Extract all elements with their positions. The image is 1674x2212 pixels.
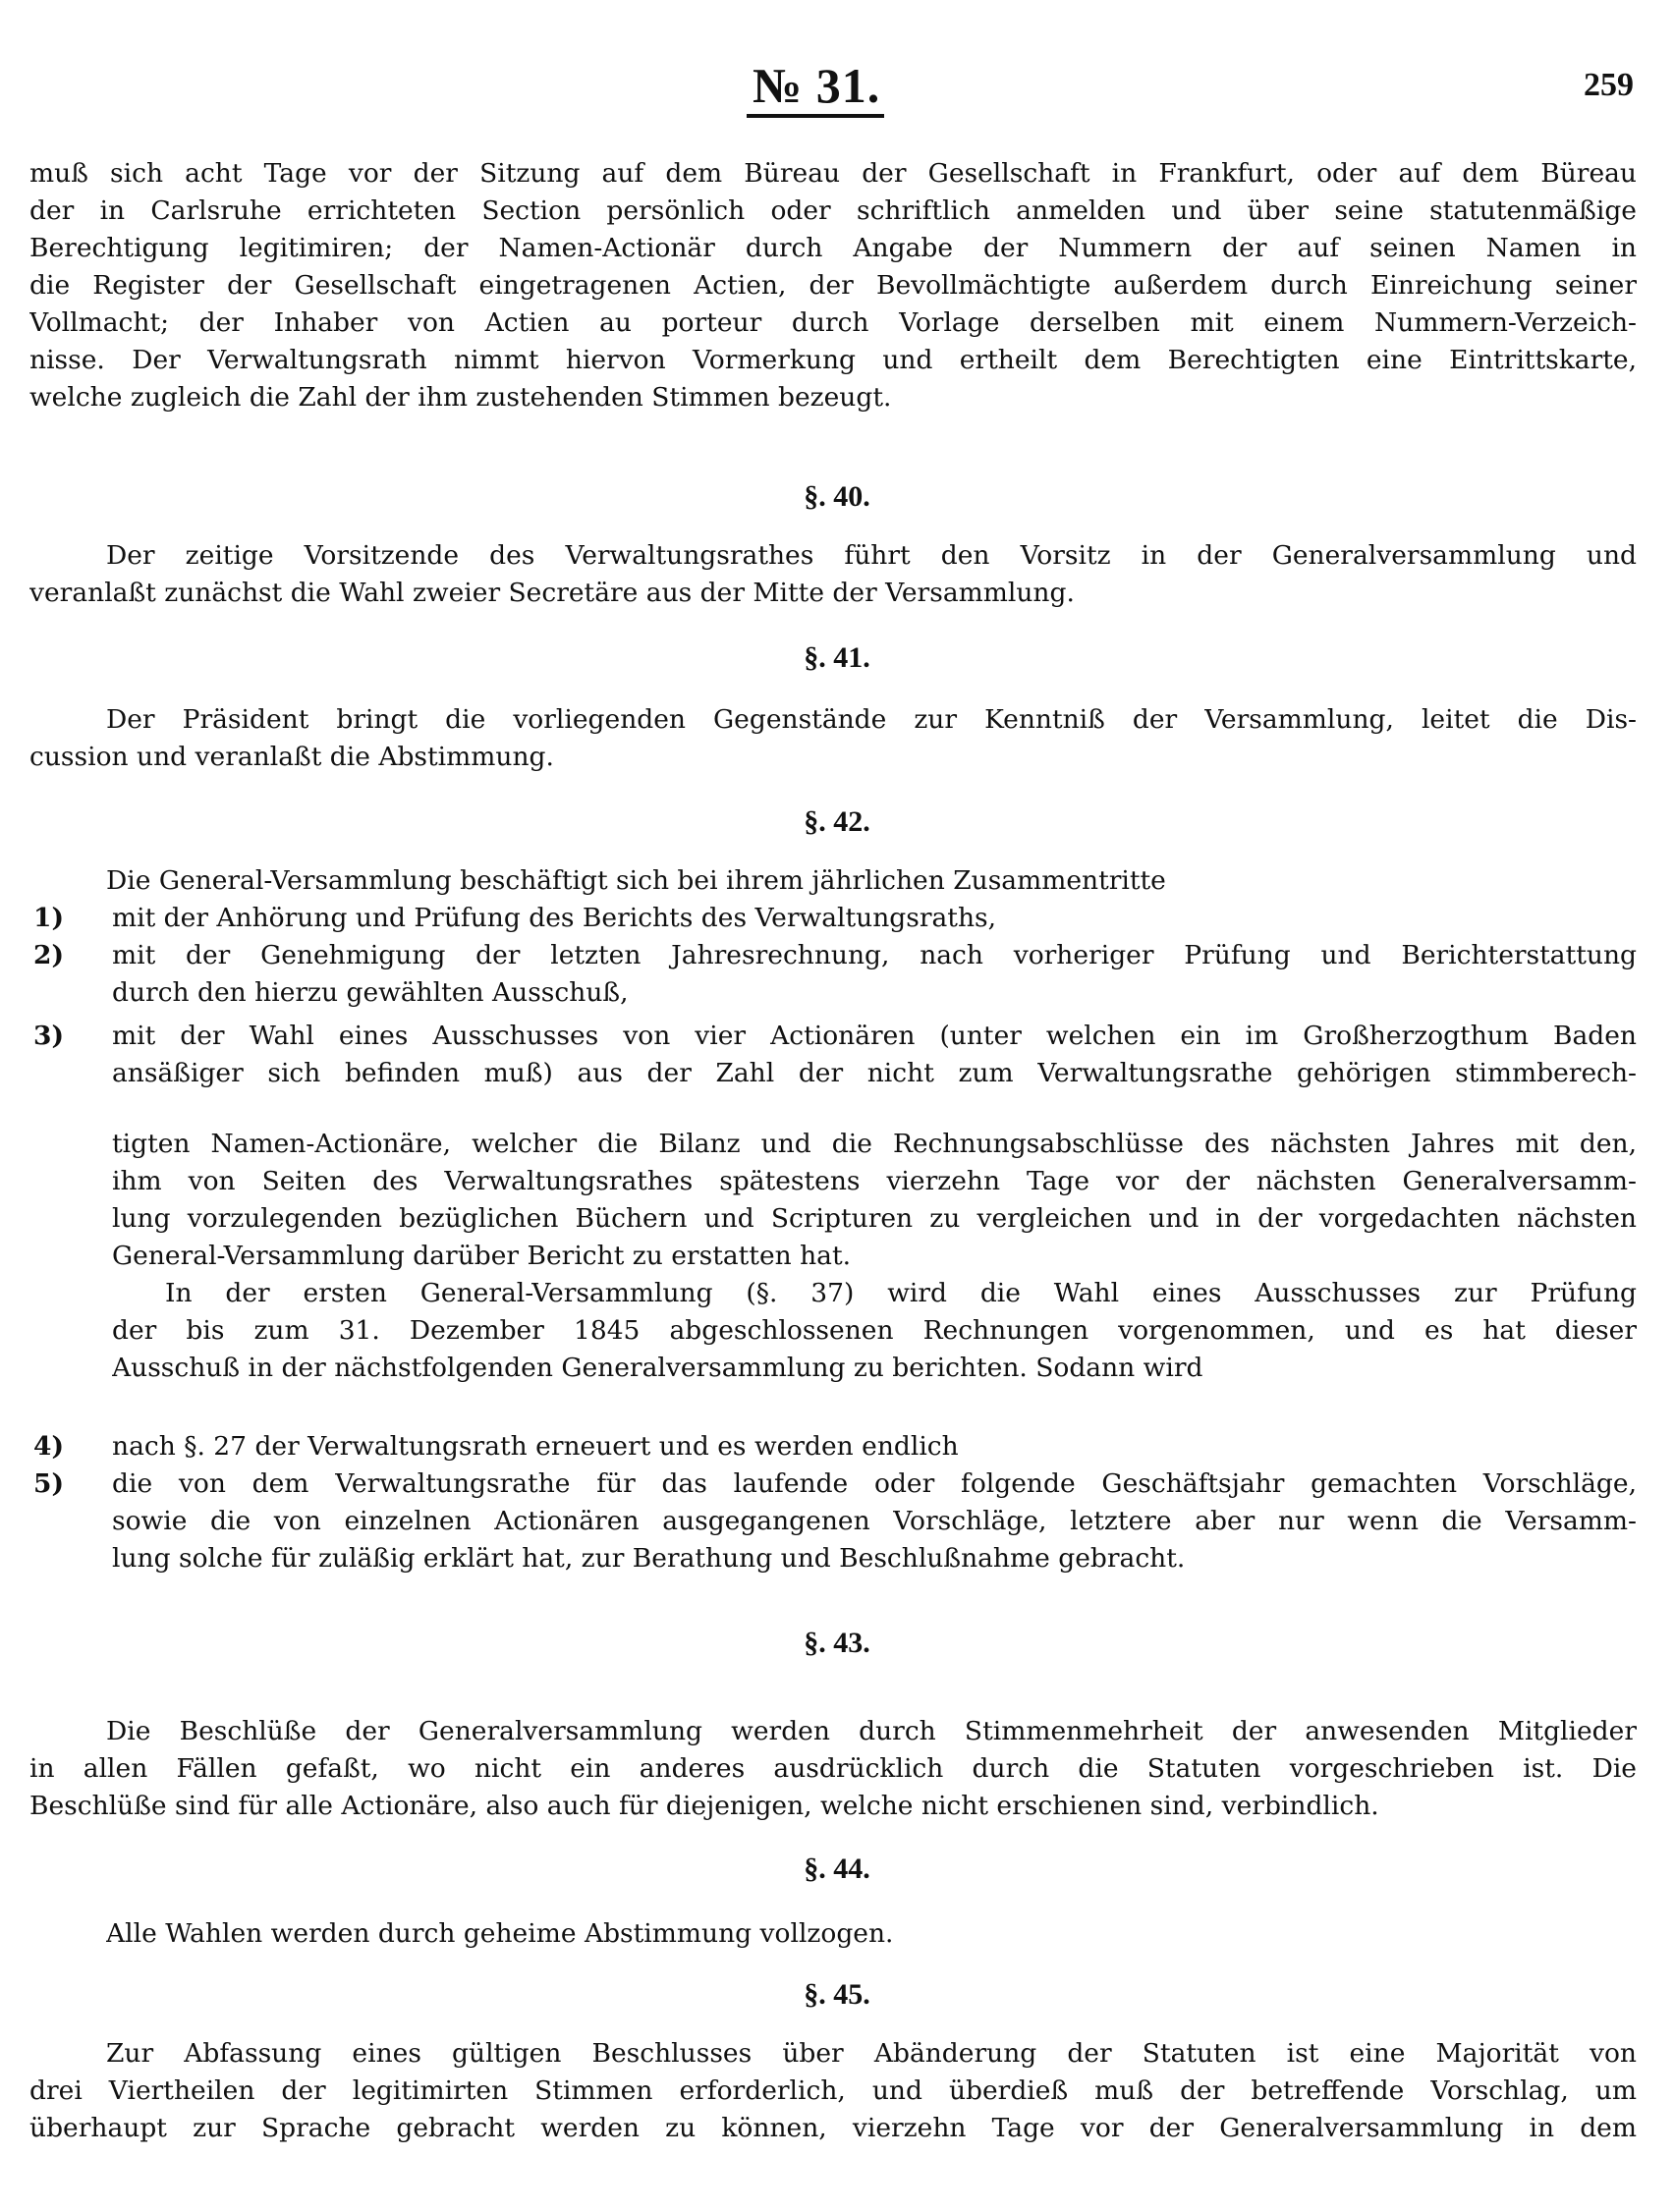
text-line: Beschlüße sind für alle Actionäre, also auch für diejenigen, welche nicht erschienen sind, verbindlich. bbox=[29, 1791, 1379, 1821]
issue-number: № 31. bbox=[747, 61, 884, 118]
section-heading-42: §. 42. bbox=[804, 805, 870, 838]
text-line: ansäßiger sich befinden muß) aus der Zahl der nicht zum Verwaltungsrathe gehörigen stimmberech- bbox=[112, 1058, 1637, 1088]
text-line: In der ersten General-Versammlung (§. 37) wird die Wahl eines Ausschusses zur Prüfung bbox=[165, 1278, 1637, 1308]
text-line: Vollmacht; der Inhaber von Actien au porteur durch Vorlage derselben mit einem Nummern-Verzeich- bbox=[29, 307, 1637, 338]
text-line: durch den hierzu gewählten Ausschuß, bbox=[112, 977, 629, 1008]
text-line: Der zeitige Vorsitzende des Verwaltungsrathes führt den Vorsitz in der Generalversammlung und bbox=[106, 540, 1637, 571]
text-line: nisse. Der Verwaltungsrath nimmt hiervon Vormerkung und ertheilt dem Berechtigten eine Eintrittskarte, bbox=[29, 345, 1637, 375]
text-line: drei Viertheilen der legitimirten Stimmen erforderlich, und überdieß muß der betreffende Vorschlag, um bbox=[29, 2075, 1637, 2106]
list-item-number: 4) bbox=[33, 1431, 64, 1462]
text-line: cussion und veranlaßt die Abstimmung. bbox=[29, 742, 554, 772]
section-heading-41: §. 41. bbox=[804, 641, 870, 674]
text-line: General-Versammlung darüber Bericht zu erstatten hat. bbox=[112, 1241, 852, 1271]
text-line: in allen Fällen gefaßt, wo nicht ein anderes ausdrücklich durch die Statuten vorgeschrieben ist. Die bbox=[29, 1753, 1637, 1784]
text-line: sowie die von einzelnen Actionären ausgegangenen Vorschläge, letztere aber nur wenn die Versamm- bbox=[112, 1506, 1637, 1536]
list-item-number: 2) bbox=[33, 940, 64, 970]
text-line: Alle Wahlen werden durch geheime Abstimmung vollzogen. bbox=[106, 1918, 894, 1949]
text-line: mit der Wahl eines Ausschusses von vier Actionären (unter welchen ein im Großherzogthum Baden bbox=[112, 1021, 1637, 1051]
text-line: muß sich acht Tage vor der Sitzung auf dem Büreau der Gesellschaft in Frankfurt, oder auf dem Büreau bbox=[29, 158, 1637, 189]
section-heading-43: §. 43. bbox=[804, 1627, 870, 1659]
text-line: Die Beschlüße der Generalversammlung werden durch Stimmenmehrheit der anwesenden Mitglieder bbox=[106, 1716, 1637, 1746]
text-line: tigten Namen-Actionäre, welcher die Bilanz und die Rechnungsabschlüsse des nächsten Jahres mit den, bbox=[112, 1129, 1637, 1159]
text-line: welche zugleich die Zahl der ihm zustehenden Stimmen bezeugt. bbox=[29, 382, 892, 413]
list-item-number: 3) bbox=[33, 1021, 64, 1051]
text-line: Berechtigung legitimiren; der Namen-Actionär durch Angabe der Nummern der auf seinen Namen in bbox=[29, 233, 1637, 263]
list-item-number: 1) bbox=[33, 903, 64, 933]
text-line: die von dem Verwaltungsrathe für das laufende oder folgende Geschäftsjahr gemachten Vorschläge, bbox=[112, 1468, 1637, 1499]
text-line: Die General-Versammlung beschäftigt sich bei ihrem jährlichen Zusammentritte bbox=[106, 865, 1166, 896]
list-item-number: 5) bbox=[33, 1468, 64, 1499]
text-line: ihm von Seiten des Verwaltungsrathes spätestens vierzehn Tage vor der nächsten Generalversamm- bbox=[112, 1166, 1637, 1196]
text-line: der bis zum 31. Dezember 1845 abgeschlossenen Rechnungen vorgenommen, und es hat dieser bbox=[112, 1315, 1637, 1346]
text-line: Der Präsident bringt die vorliegenden Gegenstände zur Kenntniß der Versammlung, leitet die Dis- bbox=[106, 704, 1637, 735]
text-line: überhaupt zur Sprache gebracht werden zu können, vierzehn Tage vor der Generalversammlung in dem bbox=[29, 2113, 1637, 2143]
text-line: mit der Anhörung und Prüfung des Berichts des Verwaltungsraths, bbox=[112, 903, 997, 933]
page-number: 259 bbox=[1584, 67, 1634, 103]
text-line: mit der Genehmigung der letzten Jahresrechnung, nach vorheriger Prüfung und Berichterstattung bbox=[112, 940, 1637, 970]
section-heading-45: §. 45. bbox=[804, 1978, 870, 2011]
text-line: nach §. 27 der Verwaltungsrath erneuert und es werden endlich bbox=[112, 1431, 959, 1462]
section-heading-40: §. 40. bbox=[804, 480, 870, 513]
text-line: die Register der Gesellschaft eingetragenen Actien, der Bevollmächtigte außerdem durch Einreichung seiner bbox=[29, 270, 1637, 301]
section-heading-44: §. 44. bbox=[804, 1853, 870, 1885]
text-line: lung solche für zuläßig erklärt hat, zur Berathung und Beschlußnahme gebracht. bbox=[112, 1543, 1186, 1574]
text-line: der in Carlsruhe errichteten Section persönlich oder schriftlich anmelden und über seine statutenmäßige bbox=[29, 195, 1637, 226]
text-line: veranlaßt zunächst die Wahl zweier Secretäre aus der Mitte der Versammlung. bbox=[29, 578, 1075, 608]
text-line: Ausschuß in der nächstfolgenden Generalversammlung zu berichten. Sodann wird bbox=[112, 1353, 1203, 1383]
text-line: Zur Abfassung eines gültigen Beschlusses über Abänderung der Statuten ist eine Majorität von bbox=[106, 2038, 1637, 2069]
text-line: lung vorzulegenden bezüglichen Büchern und Scripturen zu vergleichen und in der vorgedachten nächsten bbox=[112, 1203, 1637, 1234]
